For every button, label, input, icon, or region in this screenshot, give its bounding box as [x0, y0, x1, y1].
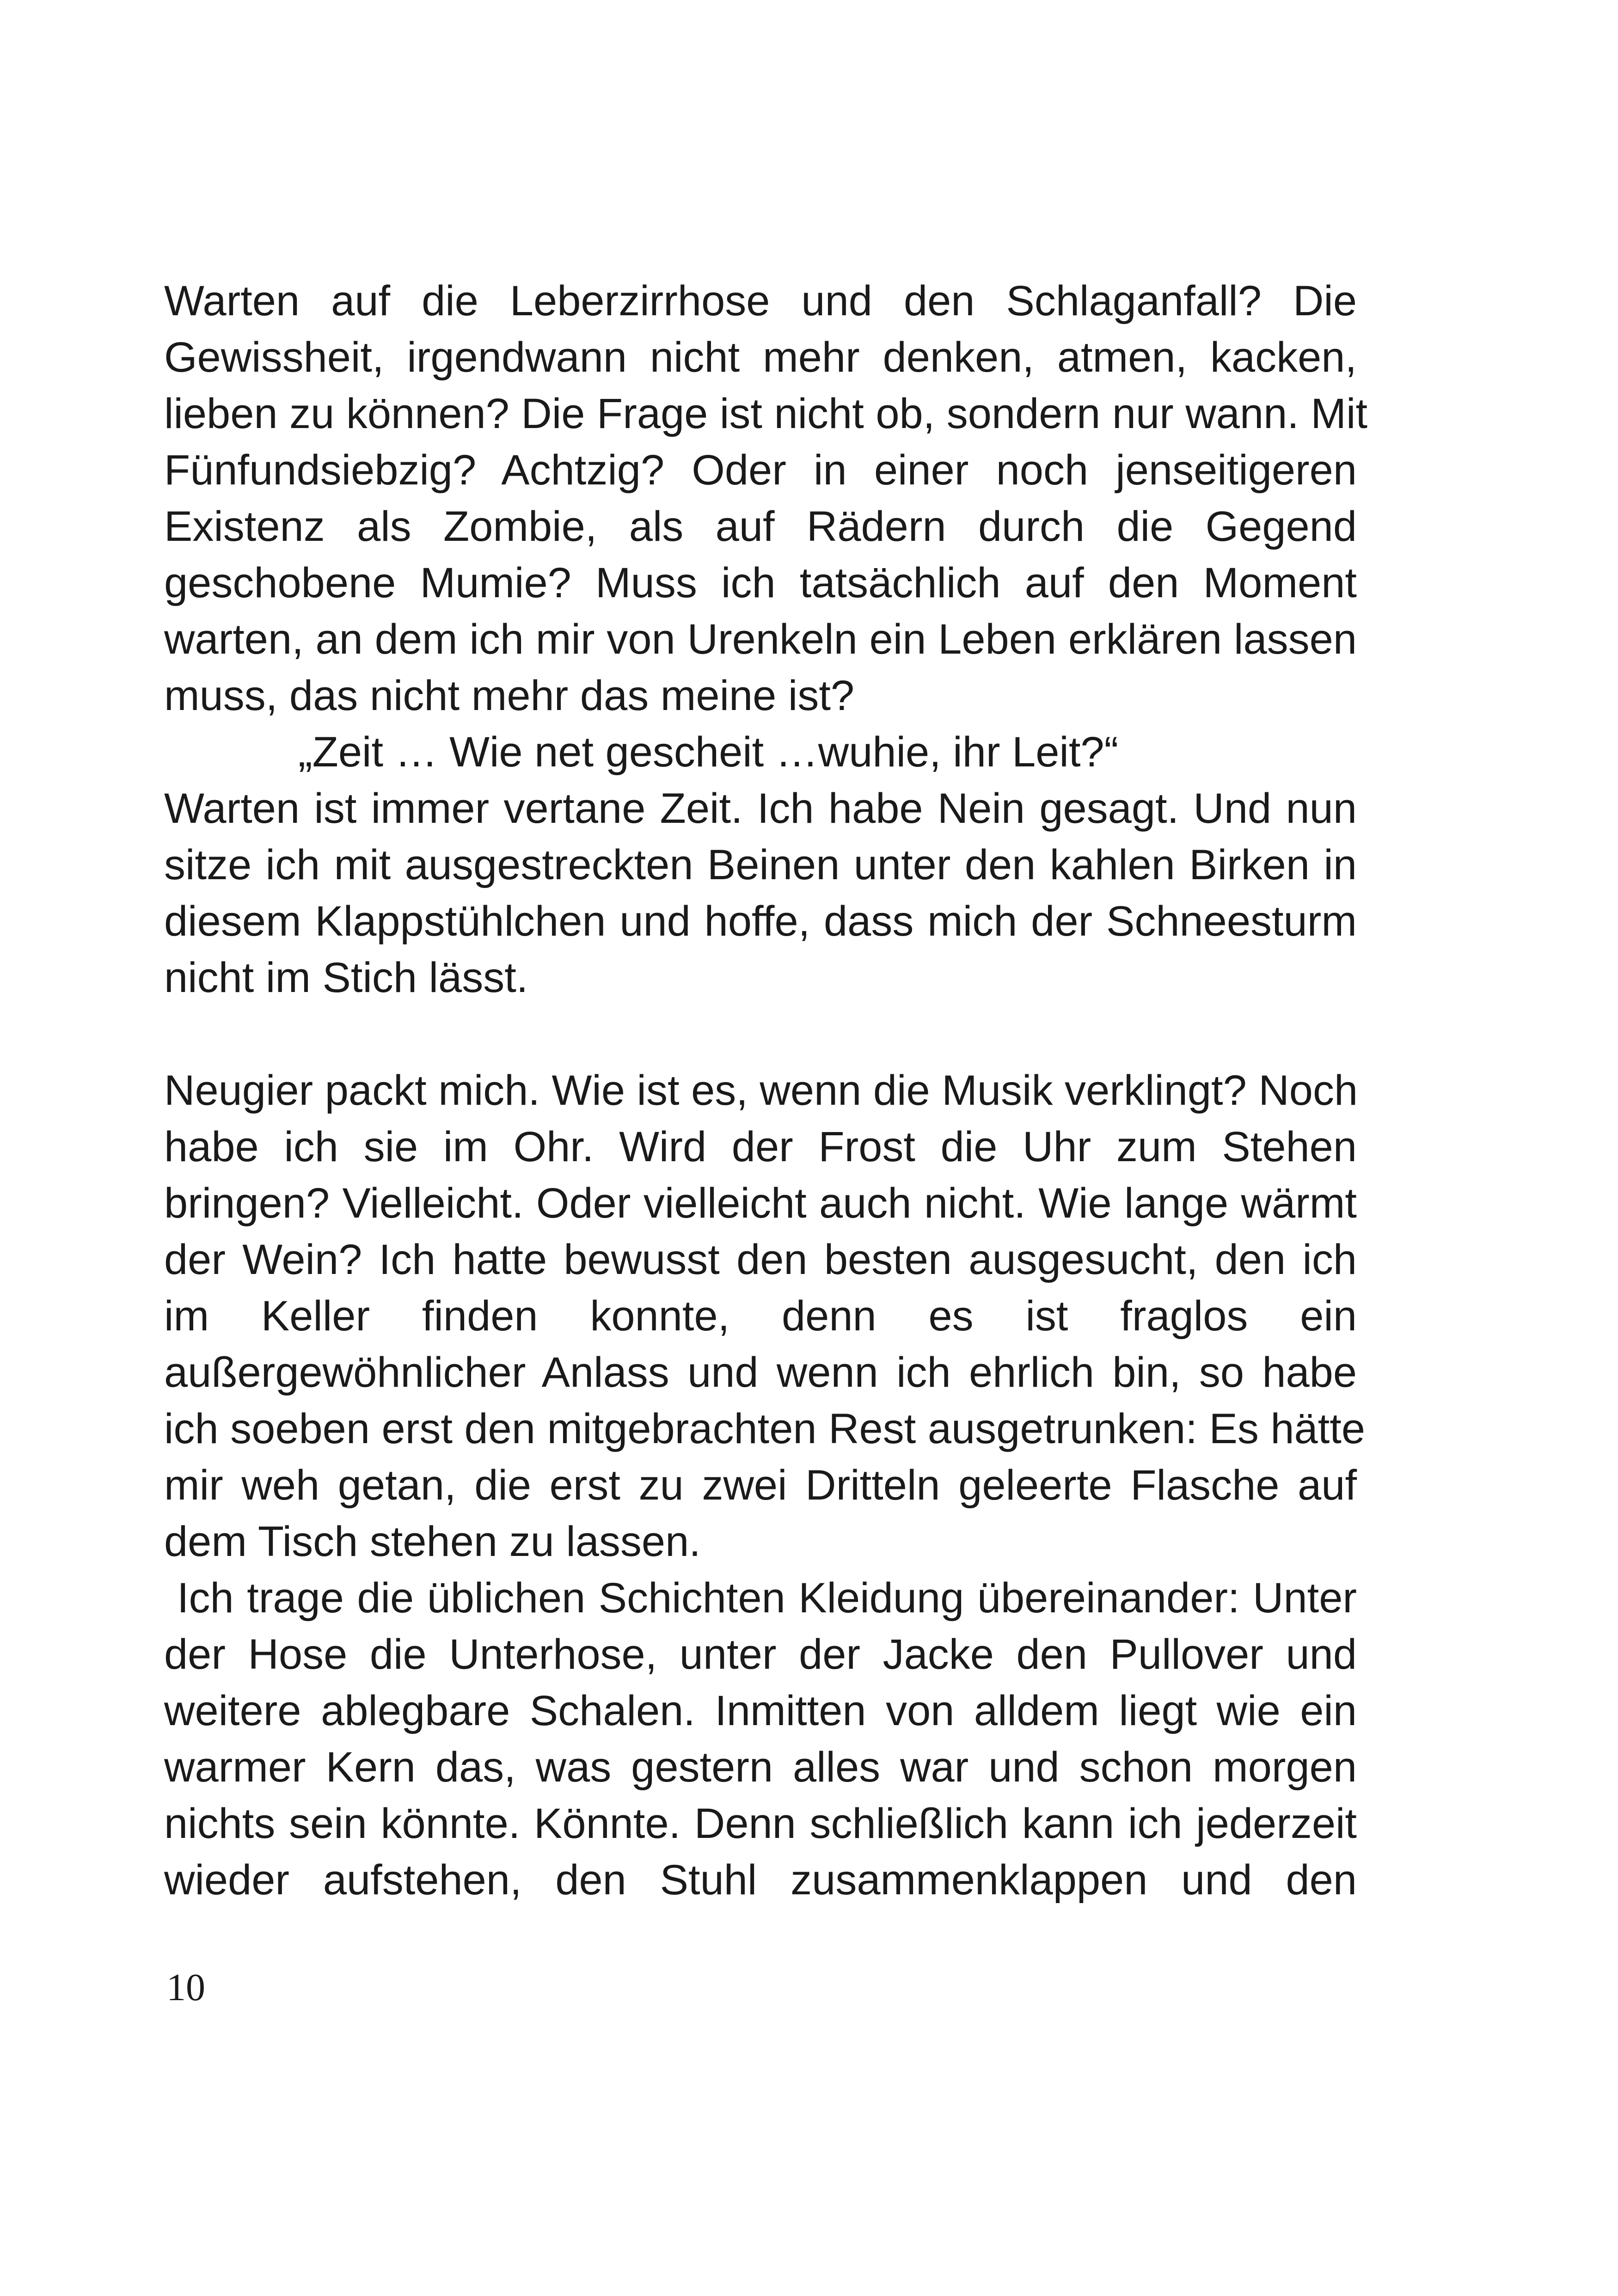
- text-line: ich soeben erst den mitgebrachten Rest ausgetrunken: Es hätte: [164, 1405, 1366, 1452]
- text-line: Gewissheit, irgendwann nicht mehr denken, atmen, kacken,: [164, 334, 1357, 381]
- text-line: warten, an dem ich mir von Urenkeln ein Leben erklären lassen: [164, 616, 1357, 663]
- text-line: dem Tisch stehen zu lassen.: [164, 1518, 701, 1565]
- text-line: im Keller finden konnte, denn es ist fraglos ein: [164, 1292, 1357, 1340]
- paragraph-4: [164, 1570, 1357, 1908]
- text-line: geschobene Mumie? Muss ich tatsächlich auf den Moment: [164, 559, 1357, 606]
- text-line: weitere ablegbare Schalen. Inmitten von alldem liegt wie ein: [164, 1687, 1357, 1734]
- paragraph-1: [164, 273, 1368, 724]
- text-line: sitze ich mit ausgestreckten Beinen unter den kahlen Birken in: [164, 841, 1357, 888]
- text-line: diesem Klappstühlchen und hoffe, dass mich der Schneesturm: [164, 898, 1357, 945]
- text-line: Existenz als Zombie, als auf Rädern durch die Gegend: [164, 503, 1357, 550]
- paragraph-2: [164, 780, 1357, 1006]
- text-line: mir weh getan, die erst zu zwei Dritteln geleerte Flasche auf: [164, 1462, 1357, 1509]
- text-line: muss, das nicht mehr das meine ist?: [164, 672, 855, 719]
- paragraph-spacer: [164, 1006, 1357, 1062]
- text-line: der Hose die Unterhose, unter der Jacke den Pullover und: [164, 1631, 1357, 1678]
- page-number: 10: [166, 1966, 205, 2009]
- quote-line: „Zeit … Wie net gescheit …wuhie, ihr Leit?“: [298, 729, 1119, 776]
- text-line: wieder aufstehen, den Stuhl zusammenklappen und den: [164, 1856, 1357, 1904]
- text-line: nichts sein könnte. Könnte. Denn schließlich kann ich jederzeit: [164, 1800, 1357, 1847]
- text-line: außergewöhnlicher Anlass und wenn ich ehrlich bin, so habe: [164, 1349, 1357, 1396]
- text-line: habe ich sie im Ohr. Wird der Frost die Uhr zum Stehen: [164, 1123, 1357, 1170]
- text-line: warmer Kern das, was gestern alles war und schon morgen: [164, 1744, 1357, 1791]
- text-line: der Wein? Ich hatte bewusst den besten ausgesucht, den ich: [164, 1236, 1357, 1283]
- text-line: Warten auf die Leberzirrhose und den Schlaganfall? Die: [164, 277, 1357, 325]
- text-line: Neugier packt mich. Wie ist es, wenn die Musik verklingt? Noch: [164, 1067, 1358, 1114]
- text-line: Fünfundsiebzig? Achtzig? Oder in einer noch jenseitigeren: [164, 447, 1357, 494]
- text-line: Warten ist immer vertane Zeit. Ich habe Nein gesagt. Und nun: [164, 785, 1357, 832]
- text-line: bringen? Vielleicht. Oder vielleicht auch nicht. Wie lange wärmt: [164, 1180, 1357, 1227]
- text-line: Ich trage die üblichen Schichten Kleidung übereinander: Unter: [177, 1574, 1357, 1622]
- text-line: nicht im Stich lässt.: [164, 954, 528, 1001]
- text-line: lieben zu können? Die Frage ist nicht ob, sondern nur wann. Mit: [164, 390, 1368, 437]
- body-text: [164, 273, 1368, 1908]
- paragraph-3: [164, 1062, 1366, 1570]
